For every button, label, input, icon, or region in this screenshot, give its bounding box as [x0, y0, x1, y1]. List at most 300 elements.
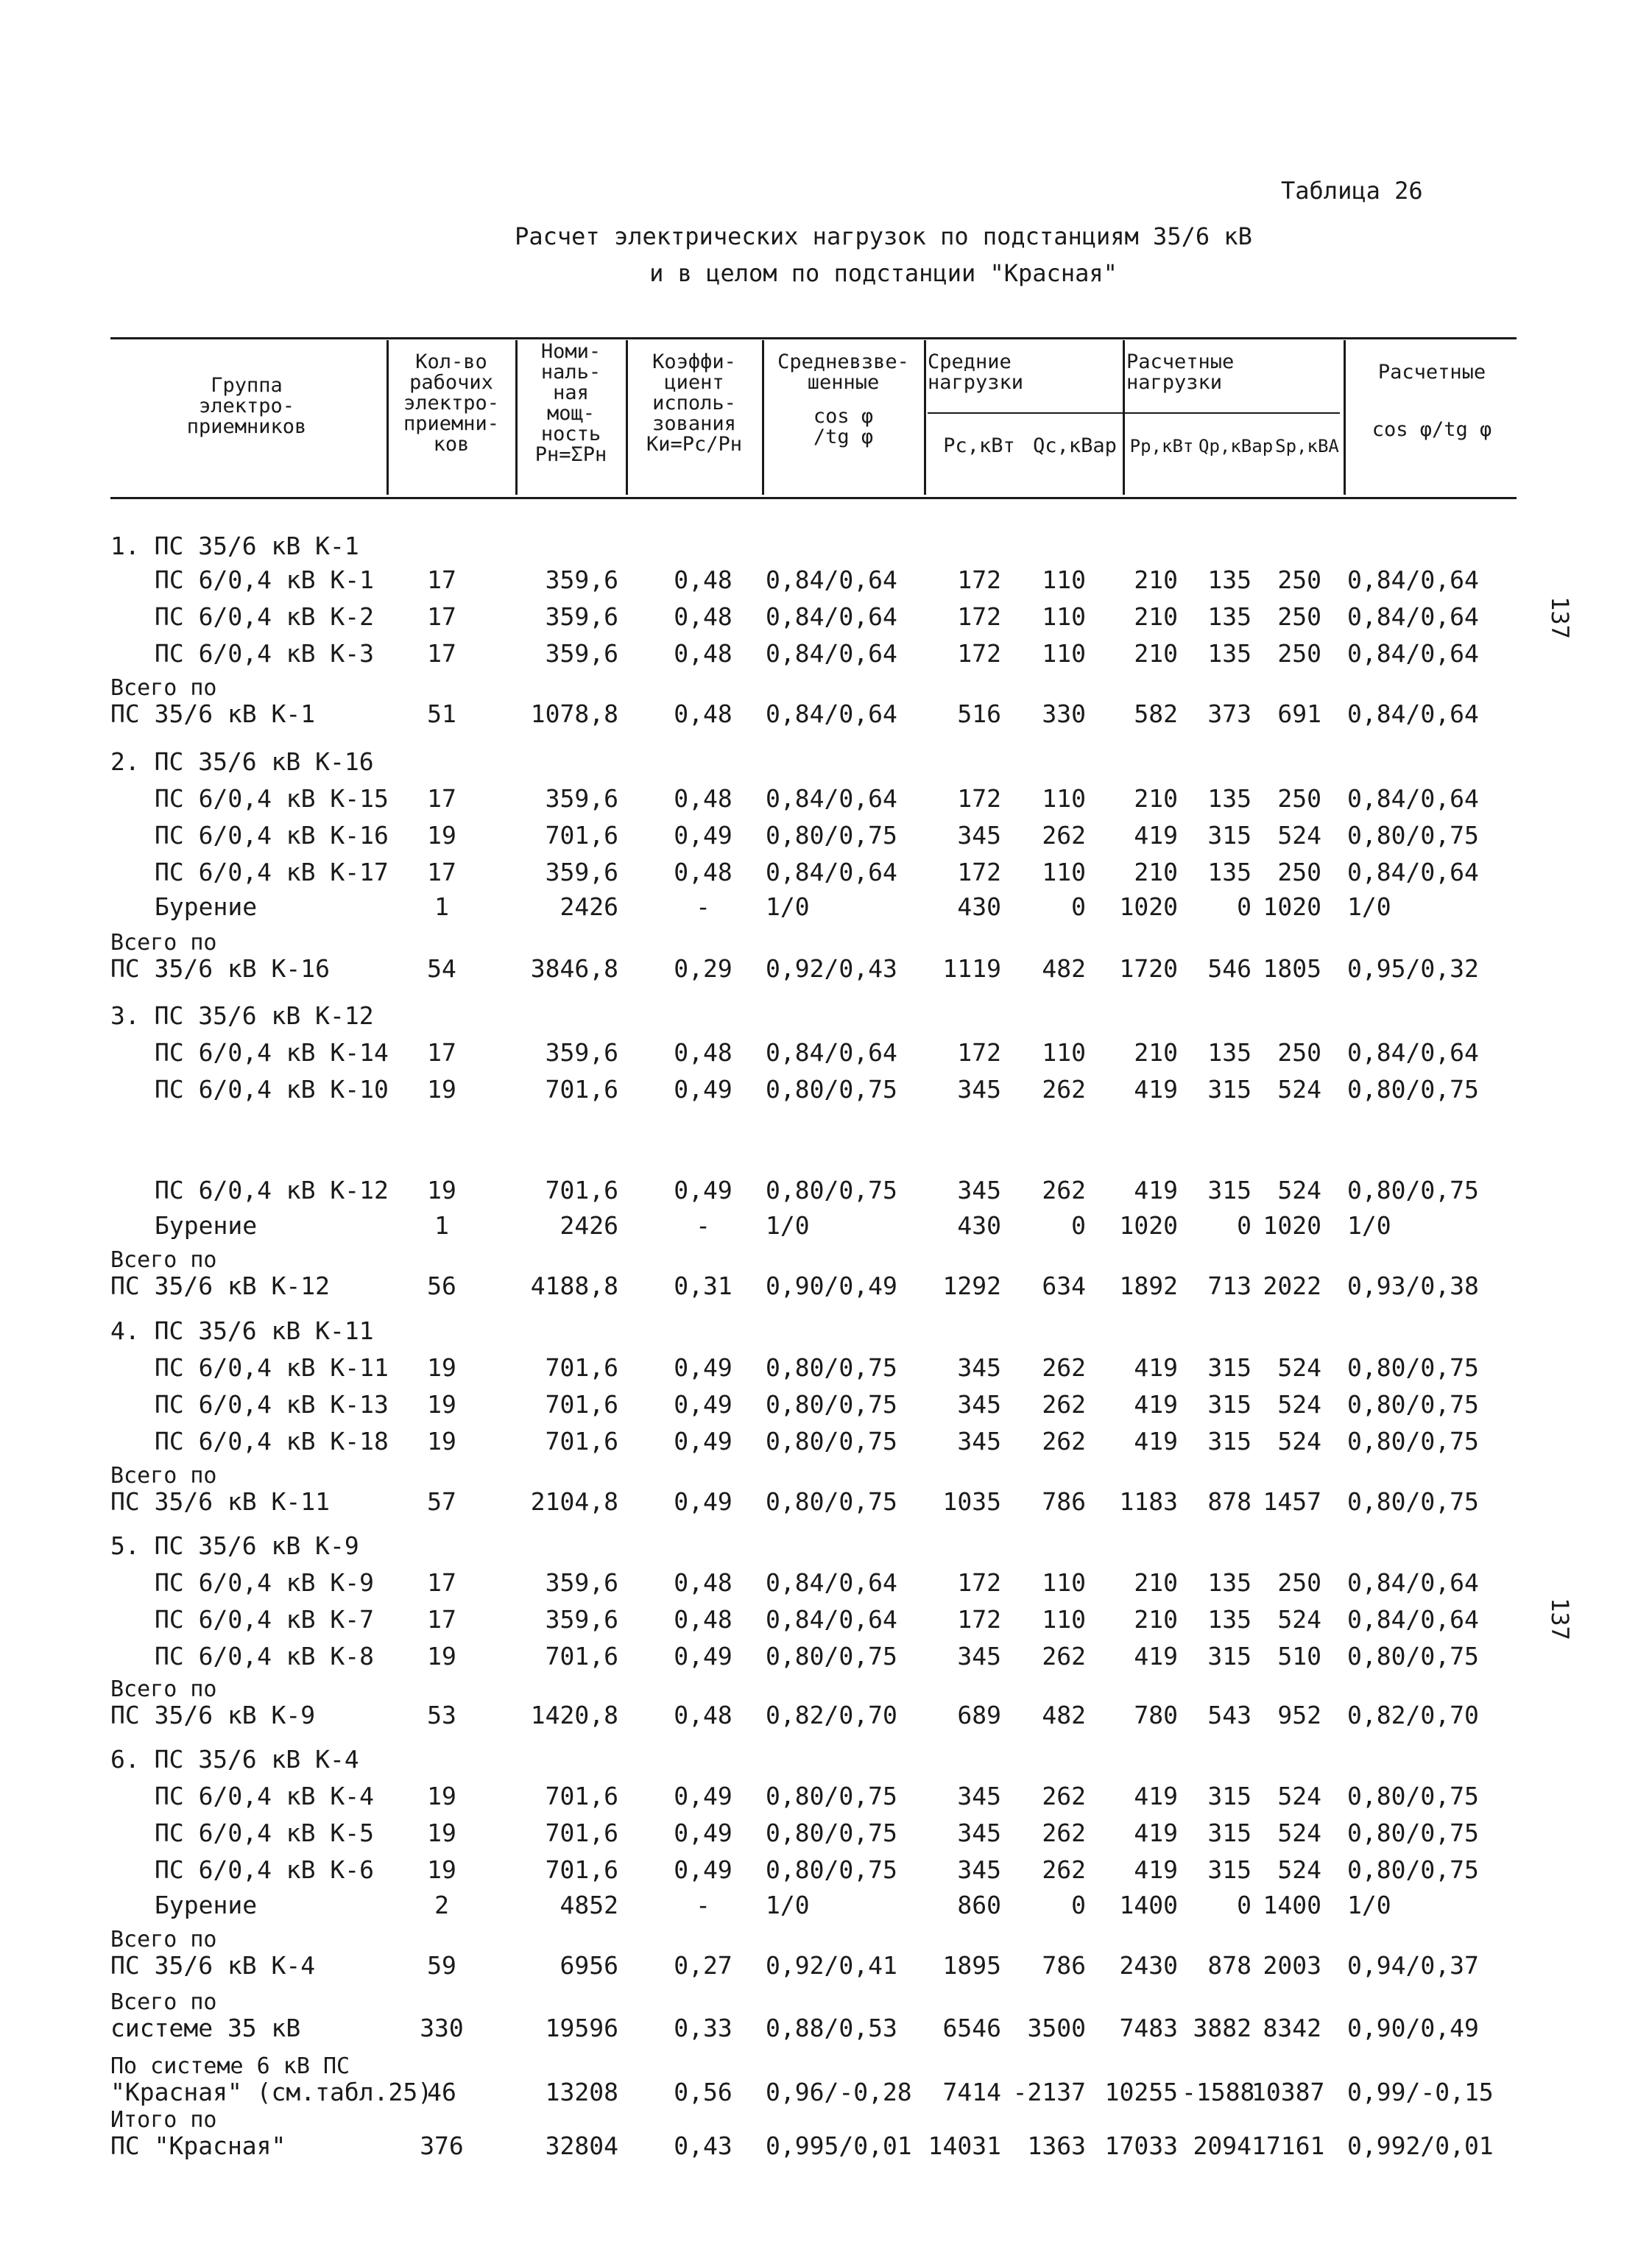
cell-count: 59 — [427, 1951, 456, 1980]
cell-count: 19 — [427, 821, 456, 850]
cell-qp: 315 — [1207, 1782, 1252, 1810]
cell-qp: 315 — [1207, 1819, 1252, 1847]
cell-qp: 135 — [1207, 602, 1252, 631]
cell-count: 19 — [427, 1176, 456, 1204]
cell-pp: 1020 — [1119, 1211, 1178, 1240]
cell-qp: 543 — [1207, 1701, 1252, 1729]
cell-pp: 419 — [1134, 1855, 1178, 1884]
header-calculated-loads: Расчетные нагрузки — [1126, 350, 1235, 394]
section-heading-row — [0, 1745, 1652, 1774]
cell-sp: 250 — [1277, 639, 1321, 668]
row-label: ПС 35/6 кВ К-11 — [110, 1487, 331, 1516]
cell-pp: 419 — [1134, 1819, 1178, 1847]
row-label: ПС 6/0,4 кВ К-15 — [155, 784, 389, 813]
cell-pp: 1183 — [1119, 1487, 1178, 1516]
row-label: 1. ПС 35/6 кВ К-1 — [110, 532, 359, 560]
cell-qp: 135 — [1207, 1568, 1252, 1597]
cell-qp: 315 — [1207, 1642, 1252, 1671]
table-row — [0, 1176, 1652, 1205]
cell-ku: 0,29 — [674, 954, 733, 983]
column-divider — [924, 340, 926, 495]
cell-pp: 1892 — [1119, 1271, 1178, 1300]
cell-qp: 135 — [1207, 858, 1252, 886]
table-header-bottom-rule — [110, 497, 1517, 499]
cell-sp: 250 — [1277, 1038, 1321, 1067]
row-label: ПС 6/0,4 кВ К-4 — [155, 1782, 375, 1810]
row-label: ПС 35/6 кВ К-12 — [110, 1271, 331, 1300]
cell-qc: 786 — [1042, 1951, 1086, 1980]
cell-cos: 0,84/0,64 — [766, 1038, 897, 1067]
cell-ku: 0,48 — [674, 602, 733, 631]
cell-cosr: 0,84/0,64 — [1347, 639, 1479, 668]
cell-cos: 1/0 — [766, 892, 810, 921]
cell-ku: 0,27 — [674, 1951, 733, 1980]
table-row — [0, 1605, 1652, 1634]
cell-sp: 952 — [1277, 1701, 1321, 1729]
cell-pc: 430 — [957, 892, 1001, 921]
cell-pp: 1400 — [1119, 1891, 1178, 1919]
cell-power: 19596 — [545, 2014, 618, 2042]
cell-ku: - — [696, 1211, 710, 1240]
cell-pp: 7483 — [1119, 2014, 1178, 2042]
table-row — [0, 784, 1652, 814]
total-prefix: Всего по — [110, 930, 217, 956]
cell-ku: 0,48 — [674, 565, 733, 594]
cell-qp: 315 — [1207, 1353, 1252, 1382]
cell-ku: 0,49 — [674, 1176, 733, 1204]
cell-qp: 878 — [1207, 1487, 1252, 1516]
cell-power: 359,6 — [545, 784, 618, 813]
row-label: ПС 35/6 кВ К-4 — [110, 1951, 316, 1980]
cell-cosr: 0,80/0,75 — [1347, 1819, 1479, 1847]
row-label: ПС 6/0,4 кВ К-11 — [155, 1353, 389, 1382]
table-row — [0, 892, 1652, 922]
cell-power: 701,6 — [545, 1819, 618, 1847]
cell-cos: 0,84/0,64 — [766, 784, 897, 813]
cell-qc: 0 — [1071, 1211, 1086, 1240]
cell-count: 17 — [427, 602, 456, 631]
cell-pp: 419 — [1134, 1075, 1178, 1104]
cell-count: 19 — [427, 1819, 456, 1847]
cell-pp: 210 — [1134, 1038, 1178, 1067]
cell-cos: 0,80/0,75 — [766, 1642, 897, 1671]
cell-ku: 0,49 — [674, 821, 733, 850]
cell-ku: 0,48 — [674, 699, 733, 728]
cell-cos: 0,84/0,64 — [766, 699, 897, 728]
cell-count: 19 — [427, 1855, 456, 1884]
cell-cosr: 0,84/0,64 — [1347, 1568, 1479, 1597]
cell-qc: 110 — [1042, 1038, 1086, 1067]
cell-count: 1 — [434, 892, 449, 921]
cell-count: 17 — [427, 858, 456, 886]
header-pc: Pс,кВт — [943, 434, 1015, 457]
row-label: ПС 6/0,4 кВ К-3 — [155, 639, 375, 668]
cell-count: 57 — [427, 1487, 456, 1516]
section-heading-row — [0, 1001, 1652, 1031]
page-number-margin: 137 — [1545, 596, 1574, 639]
cell-count: 17 — [427, 1568, 456, 1597]
cell-pc: 860 — [957, 1891, 1001, 1919]
cell-power: 3846,8 — [530, 954, 618, 983]
cell-pp: 419 — [1134, 1642, 1178, 1671]
cell-sp: 524 — [1277, 1855, 1321, 1884]
cell-sp: 250 — [1277, 858, 1321, 886]
cell-power: 4188,8 — [530, 1271, 618, 1300]
cell-pp: 210 — [1134, 858, 1178, 886]
total-prefix: Всего по — [110, 1676, 217, 1702]
cell-power: 701,6 — [545, 1353, 618, 1382]
cell-pc: 172 — [957, 784, 1001, 813]
cell-cos: 0,84/0,64 — [766, 858, 897, 886]
cell-cosr: 1/0 — [1347, 1891, 1391, 1919]
table-row — [0, 821, 1652, 850]
total-row — [0, 2131, 1652, 2161]
total-prefix: Всего по — [110, 1463, 217, 1489]
cell-pc: 1035 — [942, 1487, 1001, 1516]
header-group: Группа электро- приемников — [186, 374, 307, 438]
table-row — [0, 858, 1652, 887]
cell-power: 701,6 — [545, 1427, 618, 1456]
cell-qc: 262 — [1042, 821, 1086, 850]
row-label: 6. ПС 35/6 кВ К-4 — [110, 1745, 359, 1774]
cell-count: 376 — [420, 2131, 464, 2160]
cell-cosr: 0,80/0,75 — [1347, 1642, 1479, 1671]
cell-power: 701,6 — [545, 1782, 618, 1810]
cell-sp: 17161 — [1252, 2131, 1325, 2160]
cell-power: 701,6 — [545, 821, 618, 850]
cell-sp: 524 — [1277, 1427, 1321, 1456]
cell-ku: 0,49 — [674, 1782, 733, 1810]
cell-cosr: 0,80/0,75 — [1347, 1353, 1479, 1382]
row-label: Бурение — [155, 1211, 258, 1240]
cell-cosr: 0,82/0,70 — [1347, 1701, 1479, 1729]
cell-sp: 524 — [1277, 1075, 1321, 1104]
cell-pc: 172 — [957, 602, 1001, 631]
cell-qc: 262 — [1042, 1642, 1086, 1671]
cell-pp: 210 — [1134, 602, 1178, 631]
cell-qp: 315 — [1207, 1427, 1252, 1456]
total-row — [0, 1271, 1652, 1301]
cell-cosr: 0,95/0,32 — [1347, 954, 1479, 983]
header-sp: Sр,кВА — [1275, 436, 1339, 456]
cell-power: 359,6 — [545, 602, 618, 631]
cell-count: 56 — [427, 1271, 456, 1300]
section-heading-row — [0, 532, 1652, 561]
cell-qp: 713 — [1207, 1271, 1252, 1300]
cell-pc: 1292 — [942, 1271, 1001, 1300]
cell-cos: 0,80/0,75 — [766, 1782, 897, 1810]
row-label: 5. ПС 35/6 кВ К-9 — [110, 1531, 359, 1560]
cell-pp: 210 — [1134, 639, 1178, 668]
cell-pc: 7414 — [942, 2078, 1001, 2106]
row-label: ПС 6/0,4 кВ К-5 — [155, 1819, 375, 1847]
row-label: ПС 6/0,4 кВ К-2 — [155, 602, 375, 631]
cell-count: 1 — [434, 1211, 449, 1240]
cell-pc: 345 — [957, 1075, 1001, 1104]
header-power: Номи- наль- ная мощ- ность Pн=ΣPн — [534, 340, 607, 466]
total-prefix: Всего по — [110, 1247, 217, 1273]
cell-sp: 250 — [1277, 784, 1321, 813]
cell-ku: 0,49 — [674, 1390, 733, 1419]
cell-sp: 524 — [1277, 821, 1321, 850]
cell-qp: 135 — [1207, 1605, 1252, 1634]
table-row — [0, 639, 1652, 669]
row-label: ПС 35/6 кВ К-1 — [110, 699, 316, 728]
cell-pp: 210 — [1134, 1568, 1178, 1597]
cell-cosr: 0,84/0,64 — [1347, 858, 1479, 886]
cell-cos: 0,80/0,75 — [766, 1427, 897, 1456]
row-label: ПС 35/6 кВ К-16 — [110, 954, 331, 983]
cell-qc: 110 — [1042, 602, 1086, 631]
cell-pc: 345 — [957, 821, 1001, 850]
cell-cosr: 0,94/0,37 — [1347, 1951, 1479, 1980]
cell-qc: 0 — [1071, 892, 1086, 921]
row-label: 4. ПС 35/6 кВ К-11 — [110, 1316, 374, 1345]
cell-pp: 419 — [1134, 1782, 1178, 1810]
cell-sp: 250 — [1277, 565, 1321, 594]
table-row — [0, 602, 1652, 632]
cell-qp: 315 — [1207, 1390, 1252, 1419]
cell-ku: 0,48 — [674, 858, 733, 886]
total-row — [0, 1951, 1652, 1980]
cell-pc: 172 — [957, 1568, 1001, 1597]
row-label: ПС 6/0,4 кВ К-8 — [155, 1642, 375, 1671]
cell-count: 19 — [427, 1353, 456, 1382]
cell-qp: 135 — [1207, 784, 1252, 813]
cell-pc: 345 — [957, 1427, 1001, 1456]
row-label: 2. ПС 35/6 кВ К-16 — [110, 747, 374, 776]
row-label: ПС 6/0,4 кВ К-14 — [155, 1038, 389, 1067]
cell-power: 6956 — [560, 1951, 618, 1980]
cell-ku: 0,48 — [674, 1701, 733, 1729]
cell-ku: 0,48 — [674, 1605, 733, 1634]
cell-sp: 524 — [1277, 1782, 1321, 1810]
table-row — [0, 1891, 1652, 1920]
cell-pc: 1119 — [942, 954, 1001, 983]
cell-cos: 0,88/0,53 — [766, 2014, 897, 2042]
cell-sp: 524 — [1277, 1390, 1321, 1419]
cell-cosr: 0,80/0,75 — [1347, 1176, 1479, 1204]
cell-pp: 17033 — [1104, 2131, 1178, 2160]
cell-qc: 262 — [1042, 1782, 1086, 1810]
cell-cos: 0,84/0,64 — [766, 1568, 897, 1597]
cell-cosr: 0,93/0,38 — [1347, 1271, 1479, 1300]
cell-cosr: 1/0 — [1347, 1211, 1391, 1240]
cell-count: 17 — [427, 1038, 456, 1067]
cell-qc: 262 — [1042, 1819, 1086, 1847]
table-row — [0, 1855, 1652, 1885]
cell-power: 359,6 — [545, 858, 618, 886]
table-row — [0, 1075, 1652, 1104]
header-average-loads: Средние нагрузки — [928, 350, 1024, 394]
cell-count: 17 — [427, 639, 456, 668]
cell-sp: 691 — [1277, 699, 1321, 728]
cell-qp: 315 — [1207, 1855, 1252, 1884]
table-row — [0, 1782, 1652, 1811]
cell-cos: 0,995/0,01 — [766, 2131, 912, 2160]
cell-ku: 0,49 — [674, 1642, 733, 1671]
row-label: ПС 6/0,4 кВ К-1 — [155, 565, 375, 594]
cell-pp: 1720 — [1119, 954, 1178, 983]
cell-ku: 0,48 — [674, 639, 733, 668]
cell-cosr: 0,84/0,64 — [1347, 784, 1479, 813]
row-label: ПС 6/0,4 кВ К-18 — [155, 1427, 389, 1456]
cell-pc: 345 — [957, 1855, 1001, 1884]
cell-pc: 516 — [957, 699, 1001, 728]
cell-qc: 3500 — [1027, 2014, 1086, 2042]
cell-count: 19 — [427, 1642, 456, 1671]
cell-ku: 0,56 — [674, 2078, 733, 2106]
cell-qc: -2137 — [1012, 2078, 1086, 2106]
table-row — [0, 1353, 1652, 1383]
cell-pp: 1020 — [1119, 892, 1178, 921]
cell-ku: 0,33 — [674, 2014, 733, 2042]
cell-qc: 110 — [1042, 858, 1086, 886]
cell-qp: 135 — [1207, 565, 1252, 594]
cell-cos: 0,80/0,75 — [766, 1390, 897, 1419]
cell-cos: 0,80/0,75 — [766, 1075, 897, 1104]
cell-cosr: 0,992/0,01 — [1347, 2131, 1494, 2160]
cell-pc: 172 — [957, 1038, 1001, 1067]
cell-qp: 878 — [1207, 1951, 1252, 1980]
cell-qc: 110 — [1042, 565, 1086, 594]
cell-cos: 0,80/0,75 — [766, 1819, 897, 1847]
cell-pc: 172 — [957, 639, 1001, 668]
cell-pp: 419 — [1134, 1390, 1178, 1419]
cell-pc: 689 — [957, 1701, 1001, 1729]
table-top-rule — [110, 337, 1517, 339]
page-number-margin: 137 — [1545, 1598, 1574, 1640]
cell-count: 19 — [427, 1782, 456, 1810]
table-title-line2: и в целом по подстанции "Красная" — [649, 259, 1118, 287]
cell-qp: 135 — [1207, 639, 1252, 668]
row-label: ПС 6/0,4 кВ К-12 — [155, 1176, 389, 1204]
table-row — [0, 1038, 1652, 1068]
cell-qp: 0 — [1237, 892, 1252, 921]
cell-qc: 262 — [1042, 1353, 1086, 1382]
cell-qc: 262 — [1042, 1390, 1086, 1419]
total-row — [0, 699, 1652, 729]
cell-qc: 1363 — [1027, 2131, 1086, 2160]
table-row — [0, 1427, 1652, 1456]
cell-sp: 1020 — [1263, 892, 1321, 921]
cell-cosr: 1/0 — [1347, 892, 1391, 921]
cell-ku: 0,49 — [674, 1075, 733, 1104]
cell-sp: 1400 — [1263, 1891, 1321, 1919]
cell-qp: 315 — [1207, 1176, 1252, 1204]
cell-pp: 780 — [1134, 1701, 1178, 1729]
cell-cos: 0,84/0,64 — [766, 602, 897, 631]
column-divider — [1123, 340, 1125, 495]
header-qc: Qс,кВар — [1033, 434, 1117, 457]
cell-cosr: 0,80/0,75 — [1347, 1782, 1479, 1810]
cell-power: 2104,8 — [530, 1487, 618, 1516]
cell-cos: 0,90/0,49 — [766, 1271, 897, 1300]
header-count: Кол-во рабочих электро- приемни- ков — [403, 350, 500, 456]
cell-qc: 0 — [1071, 1891, 1086, 1919]
total-prefix: Итого по — [110, 2107, 217, 2133]
cell-cos: 0,82/0,70 — [766, 1701, 897, 1729]
header-weighted-cos: Средневзве- шенные cos φ /tg φ — [777, 350, 909, 448]
cell-sp: 510 — [1277, 1642, 1321, 1671]
cell-count: 2 — [434, 1891, 449, 1919]
cell-cosr: 0,84/0,64 — [1347, 1038, 1479, 1067]
cell-cosr: 0,80/0,75 — [1347, 1855, 1479, 1884]
cell-pc: 345 — [957, 1782, 1001, 1810]
table-row — [0, 1819, 1652, 1848]
header-usage-coefficient: Коэффи- циент исполь- зования Kи=Pс/Pн — [646, 350, 743, 456]
cell-ku: 0,48 — [674, 784, 733, 813]
cell-ku: 0,49 — [674, 1353, 733, 1382]
cell-pc: 172 — [957, 858, 1001, 886]
total-prefix: Всего по — [110, 1927, 217, 1953]
table-row — [0, 1568, 1652, 1598]
cell-cos: 0,84/0,64 — [766, 565, 897, 594]
row-label: 3. ПС 35/6 кВ К-12 — [110, 1001, 374, 1030]
row-label: ПС 35/6 кВ К-9 — [110, 1701, 316, 1729]
cell-qp: 135 — [1207, 1038, 1252, 1067]
cell-sp: 10387 — [1252, 2078, 1325, 2106]
cell-pc: 345 — [957, 1642, 1001, 1671]
cell-sp: 524 — [1277, 1353, 1321, 1382]
row-label: Бурение — [155, 892, 258, 921]
cell-qc: 262 — [1042, 1075, 1086, 1104]
total-row — [0, 1701, 1652, 1730]
total-row — [0, 2014, 1652, 2043]
cell-cos: 0,80/0,75 — [766, 1176, 897, 1204]
cell-sp: 524 — [1277, 1176, 1321, 1204]
row-label: ПС 6/0,4 кВ К-6 — [155, 1855, 375, 1884]
header-pp: Pр,кВт — [1129, 436, 1194, 456]
total-row — [0, 2078, 1652, 2107]
cell-pc: 14031 — [928, 2131, 1001, 2160]
section-heading-row — [0, 1316, 1652, 1346]
cell-cos: 0,96/-0,28 — [766, 2078, 912, 2106]
cell-ku: 0,43 — [674, 2131, 733, 2160]
cell-power: 1078,8 — [530, 699, 618, 728]
cell-pp: 2430 — [1119, 1951, 1178, 1980]
cell-cosr: 0,99/-0,15 — [1347, 2078, 1494, 2106]
cell-pc: 172 — [957, 565, 1001, 594]
cell-sp: 2022 — [1263, 1271, 1321, 1300]
row-label: ПС 6/0,4 кВ К-7 — [155, 1605, 375, 1634]
cell-count: 46 — [427, 2078, 456, 2106]
cell-power: 13208 — [545, 2078, 618, 2106]
cell-ku: - — [696, 1891, 710, 1919]
cell-cosr: 0,80/0,75 — [1347, 1487, 1479, 1516]
cell-sp: 250 — [1277, 602, 1321, 631]
cell-cos: 0,80/0,75 — [766, 1487, 897, 1516]
cell-power: 32804 — [545, 2131, 618, 2160]
cell-ku: 0,31 — [674, 1271, 733, 1300]
cell-power: 359,6 — [545, 1568, 618, 1597]
row-label: "Красная" (см.табл.25) — [110, 2078, 433, 2106]
cell-pc: 1895 — [942, 1951, 1001, 1980]
cell-ku: 0,49 — [674, 1427, 733, 1456]
cell-cosr: 0,84/0,64 — [1347, 602, 1479, 631]
cell-power: 701,6 — [545, 1075, 618, 1104]
row-label: ПС 6/0,4 кВ К-9 — [155, 1568, 375, 1597]
cell-count: 51 — [427, 699, 456, 728]
cell-sp: 524 — [1277, 1819, 1321, 1847]
cell-sp: 1805 — [1263, 954, 1321, 983]
cell-pc: 172 — [957, 1605, 1001, 1634]
row-label: ПС "Красная" — [110, 2131, 286, 2160]
cell-cos: 0,80/0,75 — [766, 1353, 897, 1382]
total-prefix: По системе 6 кВ ПС — [110, 2053, 350, 2079]
cell-qp: 315 — [1207, 1075, 1252, 1104]
cell-cos: 0,92/0,41 — [766, 1951, 897, 1980]
